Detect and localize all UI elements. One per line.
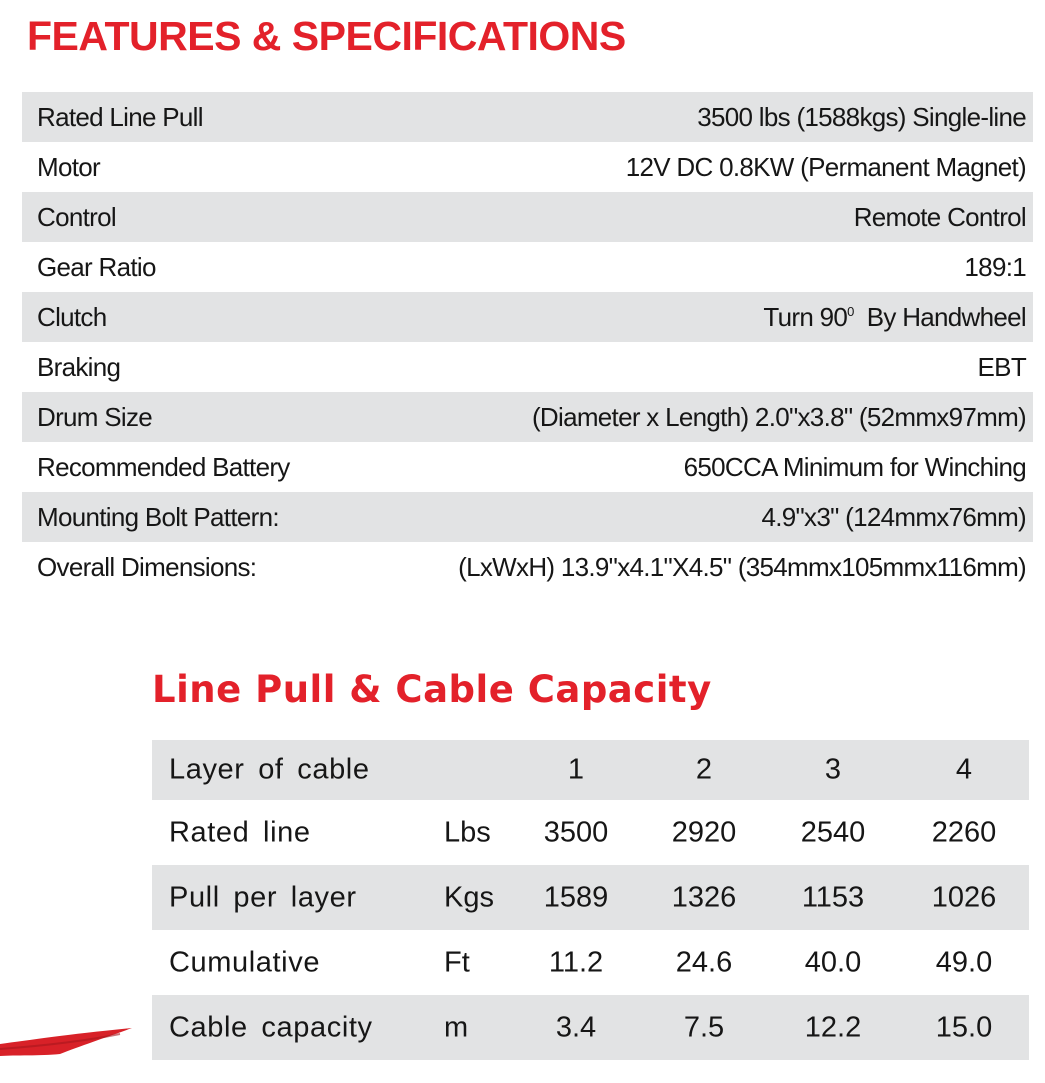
clutch-method: By Handwheel	[866, 301, 1026, 332]
cell-value: 3.4	[555, 1011, 597, 1043]
capacity-table	[152, 740, 1029, 1060]
cell-value: 2260	[931, 816, 997, 848]
cell-value: 40.0	[804, 946, 862, 978]
cell-value: 1326	[671, 881, 737, 913]
spec-label: Clutch	[37, 301, 107, 332]
capacity-row-pull-per-layer	[152, 865, 1029, 930]
capacity-header-row	[152, 740, 1029, 800]
cell-value: 24.6	[675, 946, 733, 978]
row-unit: Kgs	[444, 881, 494, 913]
red-brush-swoosh-decoration	[0, 1022, 140, 1062]
row-unit: Ft	[444, 946, 470, 978]
spec-value: 12V DC 0.8KW (Permanent Magnet)	[625, 151, 1026, 182]
row-label: Cumulative	[169, 946, 321, 978]
spec-label: Control	[37, 201, 116, 232]
row-label: Rated line	[169, 816, 311, 848]
spec-label: Mounting Bolt Pattern:	[37, 501, 279, 532]
spec-row-motor	[22, 142, 1033, 192]
spec-value: 4.9"x3" (124mmx76mm)	[761, 501, 1026, 532]
layer-number: 4	[955, 753, 973, 786]
cell-value: 7.5	[683, 1011, 725, 1043]
spec-value: EBT	[977, 351, 1026, 382]
cell-value: 49.0	[935, 946, 993, 978]
spec-row-gear-ratio	[22, 242, 1033, 292]
capacity-row-rated-line	[152, 800, 1029, 865]
cell-value: 12.2	[804, 1011, 862, 1043]
spec-value: 650CCA Minimum for Winching	[683, 451, 1026, 482]
cell-value: 15.0	[935, 1011, 993, 1043]
layer-header-label: Layer of cable	[169, 753, 370, 786]
spec-label: Gear Ratio	[37, 251, 156, 282]
spec-row-rated-line-pull	[22, 92, 1033, 142]
row-label: Cable capacity	[169, 1011, 373, 1043]
spec-row-mounting-bolt-pattern	[22, 492, 1033, 542]
layer-number: 1	[567, 753, 585, 786]
cell-value: 2540	[800, 816, 866, 848]
spec-value: Remote Control	[853, 201, 1026, 232]
row-unit: Lbs	[444, 816, 491, 848]
features-title: FEATURES & SPECIFICATIONS	[27, 13, 626, 59]
spec-row-drum-size	[22, 392, 1033, 442]
cell-value: 1589	[543, 881, 609, 913]
cell-value: 3500	[543, 816, 609, 848]
layer-number: 3	[824, 753, 842, 786]
degree-superscript: 0	[847, 303, 854, 319]
row-unit: m	[444, 1011, 469, 1043]
spec-row-clutch	[22, 292, 1033, 342]
spec-row-recommended-battery	[22, 442, 1033, 492]
spec-value: 189:1	[964, 251, 1026, 282]
row-label: Pull per layer	[169, 881, 357, 913]
cell-value: 1153	[801, 881, 865, 913]
cell-value: 1026	[931, 881, 997, 913]
capacity-row-cable-capacity	[152, 995, 1029, 1060]
cell-value: 11.2	[548, 946, 604, 978]
layer-number: 2	[695, 753, 713, 786]
capacity-row-cumulative	[152, 930, 1029, 995]
spec-value: (LxWxH) 13.9"x4.1"X4.5" (354mmx105mmx116mm)	[458, 551, 1026, 582]
spec-value: 3500 lbs (1588kgs) Single-line	[697, 101, 1026, 132]
spec-label: Overall Dimensions:	[37, 551, 257, 582]
spec-label: Drum Size	[37, 401, 153, 432]
spec-label: Rated Line Pull	[37, 101, 203, 132]
spec-label: Motor	[37, 151, 100, 182]
spec-value: (Diameter x Length) 2.0"x3.8" (52mmx97mm)	[531, 401, 1026, 432]
capacity-title: Line Pull & Cable Capacity	[152, 668, 712, 711]
spec-label: Recommended Battery	[37, 451, 290, 482]
spec-row-overall-dimensions	[22, 542, 1033, 592]
specifications-table	[22, 92, 1033, 592]
spec-row-control	[22, 192, 1033, 242]
cell-value: 2920	[671, 816, 737, 848]
spec-row-braking	[22, 342, 1033, 392]
spec-label: Braking	[37, 351, 121, 382]
clutch-angle: Turn 90	[763, 301, 848, 332]
spec-value	[763, 302, 1026, 333]
